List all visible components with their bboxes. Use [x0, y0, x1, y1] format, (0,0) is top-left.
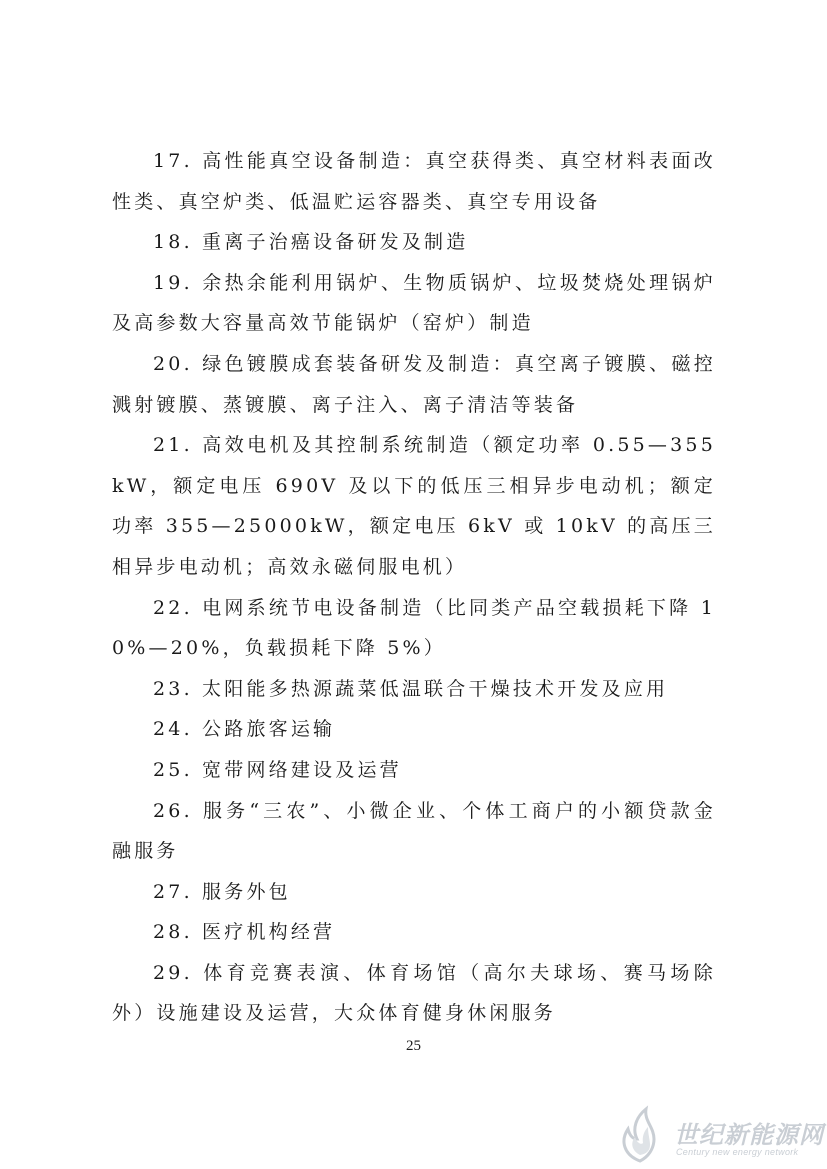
- watermark-title: 世纪新能源网: [674, 1121, 824, 1149]
- list-item-26: 26. 服务“三农”、小微企业、个体工商户的小额贷款金融服务: [112, 799, 716, 863]
- list-item-24: 24. 公路旅客运输: [153, 718, 336, 741]
- list-item-28: 28. 医疗机构经营: [153, 921, 336, 944]
- watermark-logo: [610, 1105, 825, 1165]
- list-item-17: 17. 高性能真空设备制造：真空获得类、真空材料表面改性类、真空炉类、低温贮运容器类、真空专用设备: [112, 150, 716, 213]
- document-body: [112, 141, 716, 1034]
- list-item-29: 29. 体育竞赛表演、体育场馆（高尔夫球场、赛马场除外）设施建设及运营，大众体育健身休闲服务: [112, 961, 716, 1025]
- list-item-21: 21. 高效电机及其控制系统制造（额定功率 0.55—355kW，额定电压 690V 及以下的低压三相异步电动机；额定功率 355—25000kW，额定电压 6kV 或 10kV 的高压三相异步电动机；高效永磁伺服电机）: [112, 434, 716, 578]
- flame-logo-icon: [610, 1105, 670, 1165]
- list-item-27: 27. 服务外包: [153, 880, 291, 903]
- list-item-22: 22. 电网系统节电设备制造（比同类产品空载损耗下降 10%—20%，负载损耗下降 5%）: [112, 596, 716, 660]
- page-number: 25: [406, 1038, 421, 1054]
- list-item-18: 18. 重离子治癌设备研发及制造: [153, 231, 469, 254]
- list-item-23: 23. 太阳能多热源蔬菜低温联合干燥技术开发及应用: [153, 677, 669, 700]
- list-item-20: 20. 绿色镀膜成套装备研发及制造：真空离子镀膜、磁控溅射镀膜、蒸镀膜、离子注入、离子清洁等装备: [112, 352, 716, 416]
- list-item-19: 19. 余热余能利用锅炉、生物质锅炉、垃圾焚烧处理锅炉及高参数大容量高效节能锅炉（窑炉）制造: [112, 271, 716, 335]
- watermark-subtitle: Century new energy network: [676, 1147, 799, 1157]
- list-item-25: 25. 宽带网络建设及运营: [153, 758, 402, 781]
